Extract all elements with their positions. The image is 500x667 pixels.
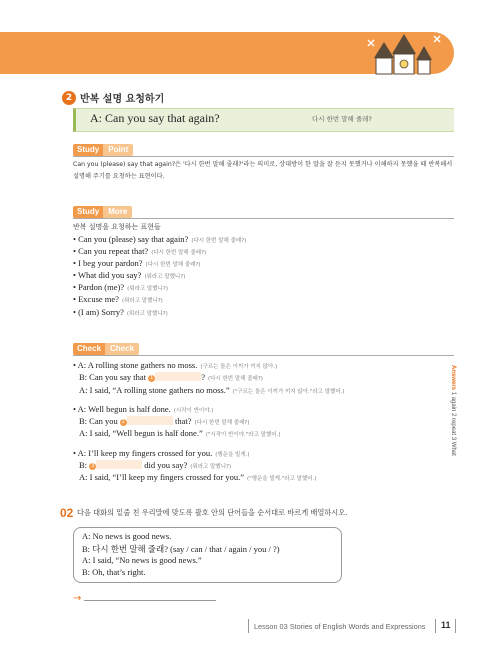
- speaker: A:: [79, 384, 88, 395]
- dialogue-text: I’ll keep my fingers crossed for you.: [88, 447, 213, 458]
- list-item: [73, 307, 246, 319]
- divider: [73, 355, 454, 356]
- list-item: [73, 246, 246, 258]
- dialogue-line: B: Oh, that’s right.: [82, 567, 146, 577]
- expression-list: [73, 234, 246, 319]
- exercise-line: [73, 372, 423, 384]
- blank-number: 3: [91, 463, 95, 470]
- tag-more: More: [103, 206, 132, 218]
- list-item: [73, 294, 246, 306]
- exercise-line: [73, 416, 423, 428]
- exercise-line: [73, 385, 423, 397]
- tag-study: Study: [73, 206, 103, 218]
- answer-word: repeat: [450, 418, 456, 436]
- translation: (구르는 돌은 이끼가 끼지 않아.): [200, 364, 278, 370]
- footer-divider: [248, 619, 249, 633]
- expression-english: • Pardon (me)?: [73, 282, 125, 293]
- exercise-line: [73, 360, 423, 372]
- expression-korean: (뭐라고 말했니?): [121, 298, 163, 305]
- dialogue-text: ?: [201, 372, 205, 383]
- question-number: 02: [60, 506, 74, 520]
- answer-line[interactable]: [84, 600, 216, 601]
- section-2-heading: [62, 90, 164, 105]
- translation: ("시작이 반이야."라고 말했어.): [205, 432, 281, 439]
- exercise-line: [73, 448, 423, 460]
- study-more-tag: [73, 206, 132, 218]
- question-instruction: 다음 대화의 밑줄 친 우리말에 맞도록 괄호 안의 단어들을 순서대로 바르게 배열하시오.: [77, 508, 348, 517]
- speaker: A:: [77, 447, 87, 458]
- dialogue-text: I said, “Well begun is half done.”: [89, 428, 203, 439]
- blank-number: 2: [121, 419, 125, 426]
- expression-korean: (뭐라고 말했니?): [144, 274, 186, 281]
- divider: [73, 218, 454, 219]
- speaker: A:: [79, 472, 88, 483]
- divider: [73, 156, 454, 157]
- study-point-tag: [73, 144, 133, 156]
- answer-arrow-icon: →: [73, 593, 82, 604]
- page-number: 11: [441, 620, 451, 630]
- expression-korean: (다시 한번 말해 줄래?): [151, 250, 207, 257]
- dialogue-text: Can you: [89, 416, 118, 427]
- check-exercises: [73, 360, 423, 485]
- expression-korean: (다시 한번 말해 줄래?): [145, 262, 201, 269]
- study-point-line-1: Can you (please) say that again?은 '다시 한번 말해 줄래?'라는 의미로, 상대방이 한 말을 잘 듣지 못했거나 이해하지 못했을 때 반복해서: [73, 161, 453, 168]
- translation: ("구르는 돌은 이끼가 끼지 않아."라고 말했어.): [232, 388, 345, 395]
- footer-divider: [455, 619, 456, 633]
- key-expression-korean: 다시 한번 말해 줄래?: [312, 115, 372, 123]
- expression-english: • Can you repeat that?: [73, 246, 149, 257]
- answer-word: again: [450, 396, 456, 412]
- tag-check: Check: [73, 343, 105, 355]
- answer-number: 1: [450, 391, 456, 396]
- expression-english: • What did you say?: [73, 270, 142, 281]
- answer-key-text: [450, 365, 456, 456]
- dialogue-text: Well begun is half done.: [88, 403, 171, 414]
- dialogue-line: A: I said, “No news is good news.”: [82, 555, 202, 565]
- translation: (다시 한번 말해 줄래?): [194, 420, 250, 427]
- study-point-line-2: 설명해 주기를 요청하는 표현이다.: [73, 173, 165, 180]
- key-expression-english: A: Can you say that again?: [90, 111, 220, 125]
- answer-word: What: [450, 441, 456, 456]
- expression-english: • Can you (please) say that again?: [73, 234, 189, 244]
- exercise-line: [73, 460, 423, 472]
- castle-decoration-icon: [364, 28, 444, 78]
- exercise-line: [73, 428, 423, 440]
- exercise-line: [73, 472, 423, 484]
- section-number-badge: 2: [62, 91, 76, 105]
- dialogue-box: [73, 527, 342, 583]
- check-check-tag: [73, 343, 139, 355]
- translation: (뭐라고 말했니?): [190, 464, 232, 471]
- bullet: •: [73, 403, 76, 414]
- list-item: [73, 270, 246, 282]
- dialogue-line: A: No news is good news.: [82, 531, 172, 541]
- tag-check-2: Check: [105, 343, 139, 355]
- dialogue-text: did you say?: [144, 460, 188, 471]
- dialogue-text: that?: [174, 416, 192, 427]
- answer-number: 2: [450, 413, 456, 417]
- speaker: A:: [77, 403, 87, 414]
- list-item: [73, 234, 246, 246]
- answer-blank[interactable]: [155, 372, 201, 381]
- bullet: •: [73, 360, 76, 370]
- list-item: [73, 258, 246, 270]
- expression-english: • Excuse me?: [73, 294, 119, 305]
- expression-english: • (I am) Sorry?: [73, 306, 124, 317]
- speaker: B:: [79, 416, 88, 427]
- dialogue-text: I said, “I’ll keep my fingers crossed for you.”: [89, 472, 244, 483]
- footer-lesson: Lesson 03 Stories of English Words and Expressions: [254, 622, 426, 631]
- answer-number: 3: [450, 436, 456, 441]
- speaker: A:: [77, 360, 87, 370]
- translation: (행운을 빌게.): [215, 451, 250, 458]
- translation: (시작이 반이야.): [173, 407, 214, 414]
- speaker: A:: [79, 428, 88, 439]
- answer-blank[interactable]: [127, 416, 173, 425]
- expression-korean: (다시 한번 말해 줄래?): [191, 238, 247, 244]
- tag-point: Point: [103, 144, 133, 156]
- expression-english: • I beg your pardon?: [73, 258, 143, 269]
- exercise-line: [73, 404, 423, 416]
- dialogue-line: B: 다시 한번 말해 줄래? (say / can / that / again / you / ?): [82, 544, 280, 554]
- speaker: B:: [79, 460, 88, 471]
- footer-divider: [435, 619, 436, 633]
- study-more-subtitle: 반복 설명을 요청하는 표현들: [73, 223, 161, 231]
- dialogue-text: I said, “A rolling stone gathers no moss.”: [89, 384, 230, 395]
- dialogue-text: Can you say that: [89, 372, 147, 383]
- section-title: 반복 설명 요청하기: [80, 94, 165, 105]
- expression-korean: (뭐라고 말했니?): [126, 310, 168, 317]
- tag-study: Study: [73, 144, 103, 156]
- answer-key: [446, 365, 458, 465]
- expression-korean: (뭐라고 말했니?): [127, 286, 168, 293]
- answer-blank[interactable]: [96, 460, 142, 469]
- translation: ("행운을 빌게."라고 말했어.): [247, 476, 317, 483]
- translation: (다시 한번 말해 줄래?): [207, 376, 263, 383]
- bullet: •: [73, 447, 76, 458]
- dialogue-text: A rolling stone gathers no moss.: [87, 360, 198, 370]
- list-item: [73, 282, 246, 294]
- speaker: B:: [79, 372, 88, 383]
- blank-number: 1: [150, 375, 154, 382]
- answer-key-label: Answers: [450, 365, 456, 391]
